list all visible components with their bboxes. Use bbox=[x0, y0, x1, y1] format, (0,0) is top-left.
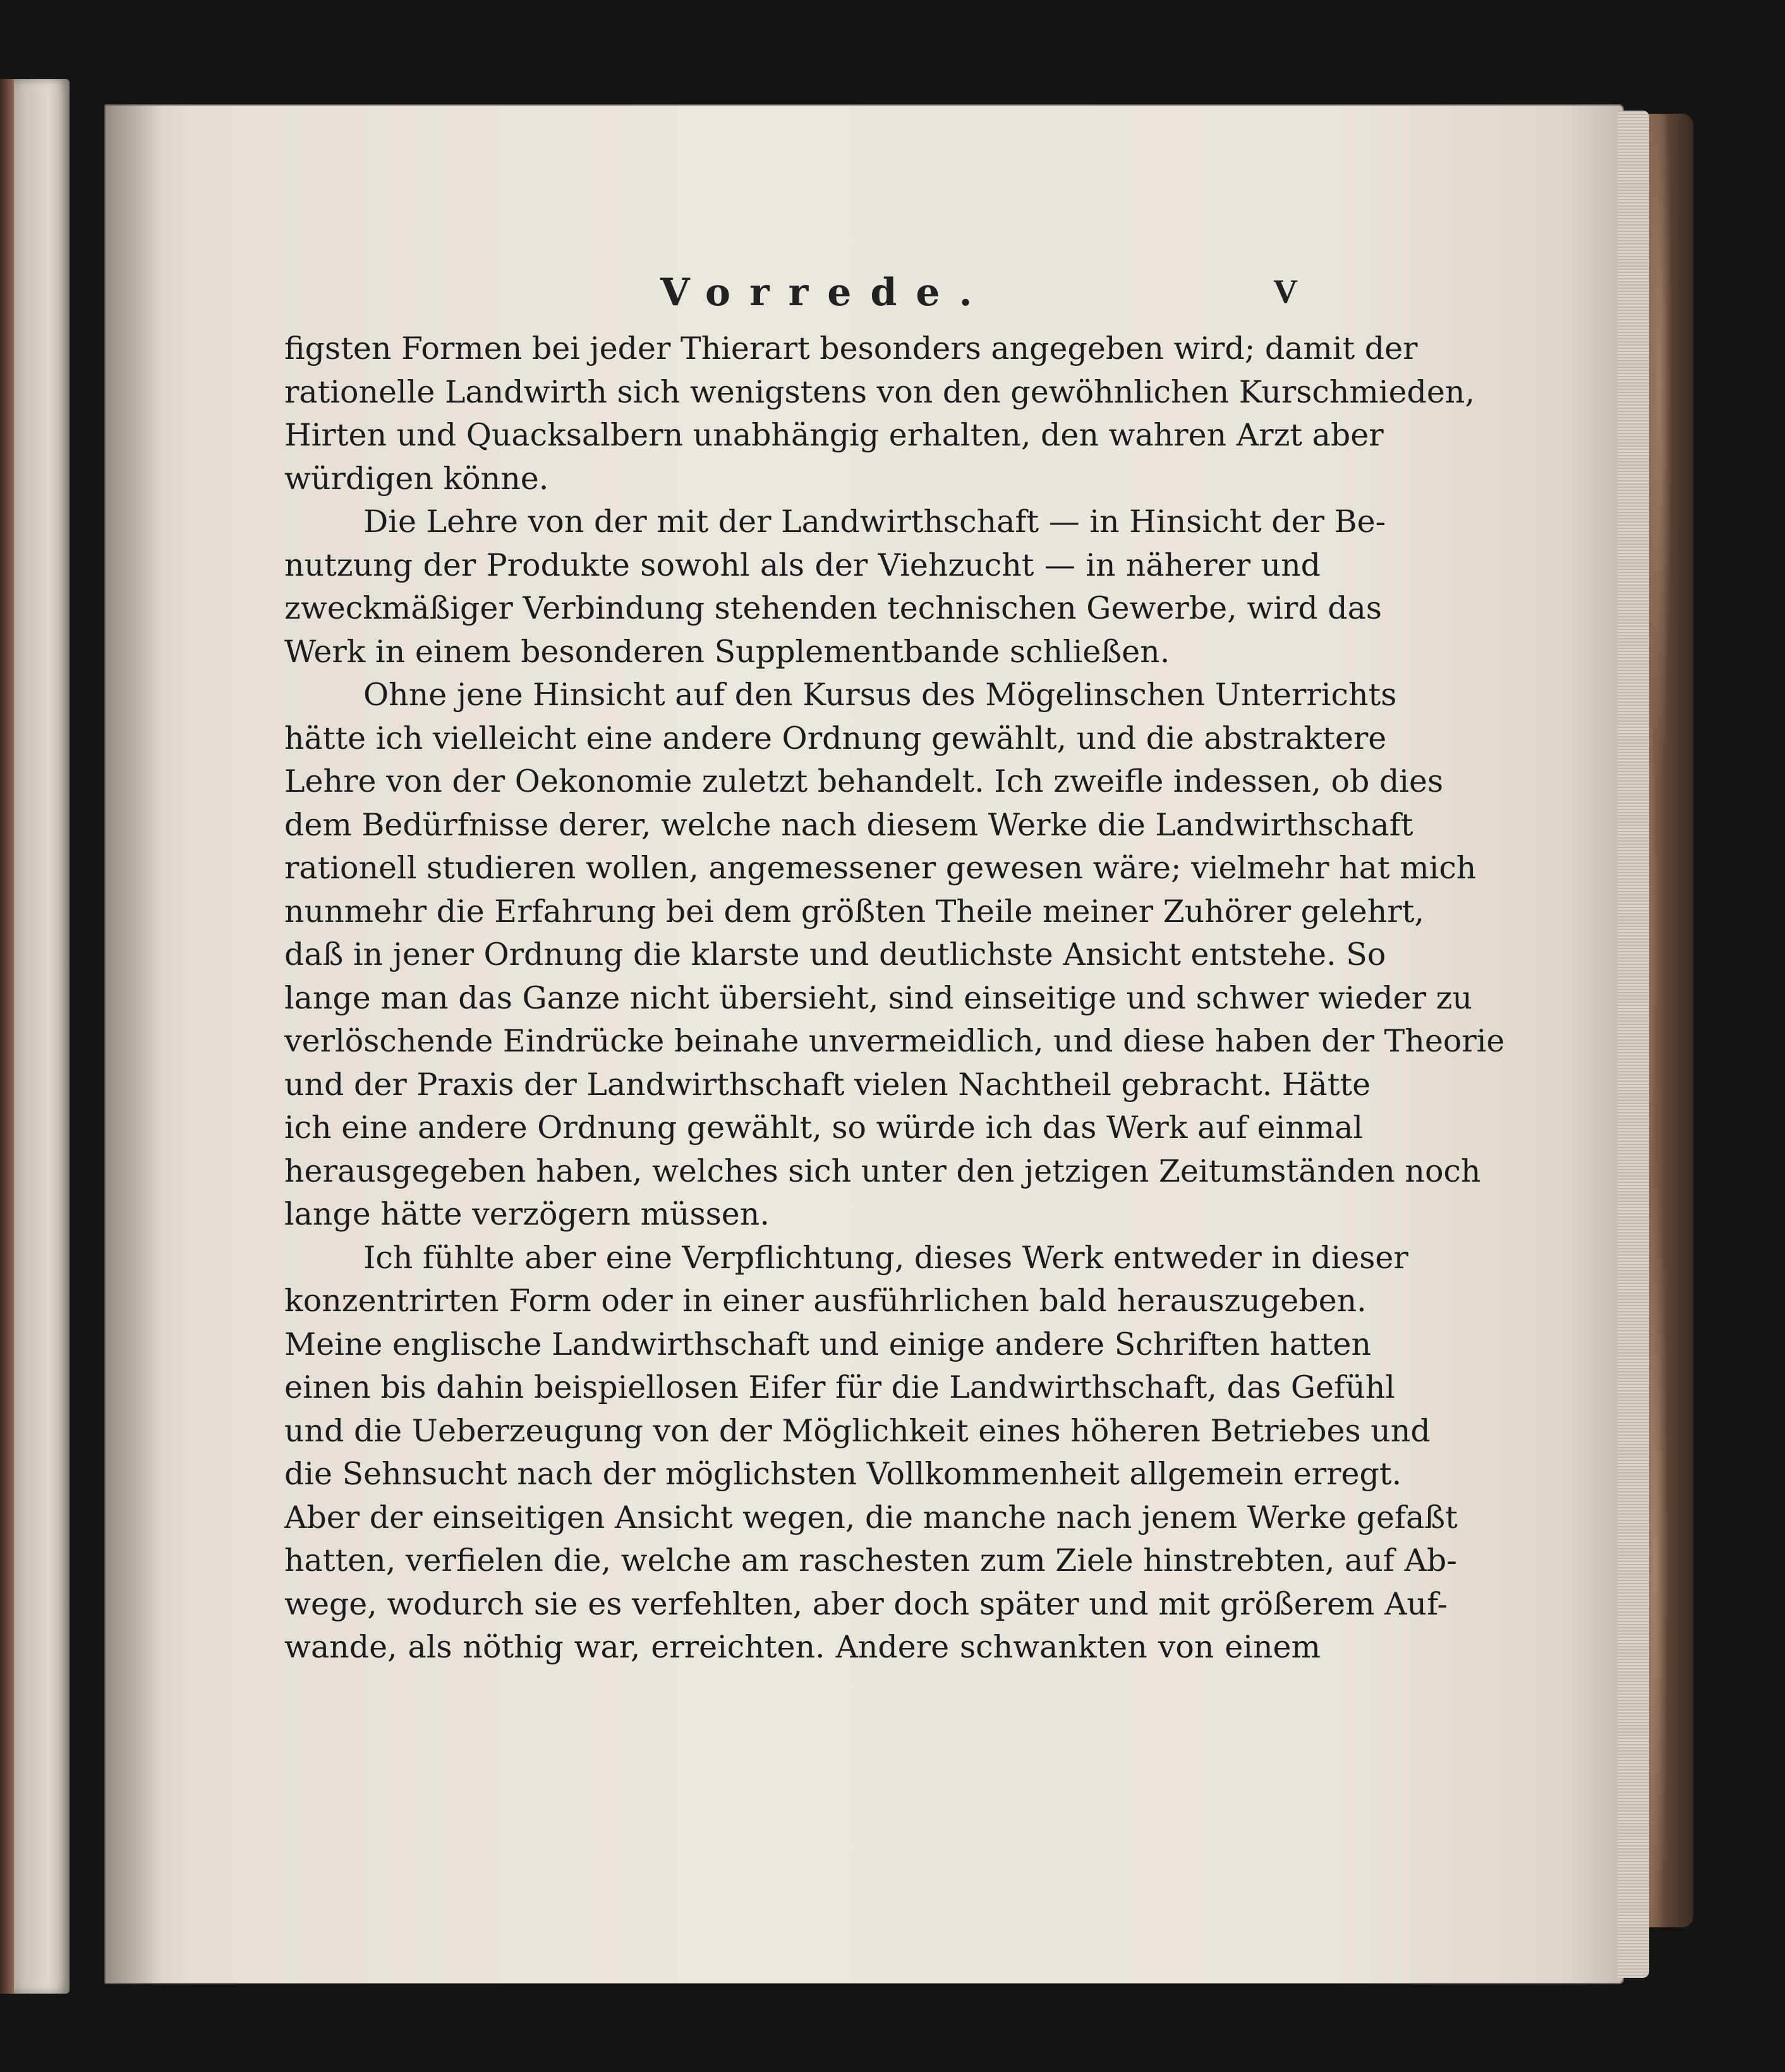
text-line: verlöschende Eindrücke beinahe unvermeidlich, und diese haben der Theorie bbox=[284, 1023, 1505, 1059]
text-line: Ich fühlte aber eine Verpflichtung, dieses Werk entweder in dieser bbox=[363, 1239, 1408, 1276]
page-stack-edge bbox=[1618, 111, 1649, 1978]
text-line: daß in jener Ordnung die klarste und deutlichste Ansicht entstehe. So bbox=[284, 936, 1386, 972]
text-line: einen bis dahin beispiellosen Eifer für die Landwirthschaft, das Gefühl bbox=[284, 1369, 1395, 1405]
text-line: rationell studieren wollen, angemessener gewesen wäre; vielmehr hat mich bbox=[284, 850, 1477, 886]
left-cover-edge bbox=[0, 79, 14, 1994]
left-page-edge bbox=[0, 79, 70, 1994]
text-line: würdigen könne. bbox=[284, 460, 549, 497]
text-line: dem Bedürfnisse derer, welche nach diesem Werke die Landwirthschaft bbox=[284, 806, 1413, 843]
text-line: nunmehr die Erfahrung bei dem größten Theile meiner Zuhörer gelehrt, bbox=[284, 893, 1424, 930]
text-line: herausgegeben haben, welches sich unter den jetzigen Zeitumständen noch bbox=[284, 1153, 1481, 1189]
text-line: Werk in einem besonderen Supplementbande schließen. bbox=[284, 633, 1170, 670]
body-text bbox=[284, 327, 1505, 1669]
text-line: hatten, verfielen die, welche am raschesten zum Ziele hinstrebten, auf Ab- bbox=[284, 1542, 1457, 1578]
text-line: und die Ueberzeugung von der Möglichkeit eines höheren Betriebes und bbox=[284, 1412, 1431, 1449]
text-line: Ohne jene Hinsicht auf den Kursus des Mögelinschen Unterrichts bbox=[363, 677, 1397, 713]
text-line: und der Praxis der Landwirthschaft vielen Nachtheil gebracht. Hätte bbox=[284, 1066, 1371, 1103]
text-line: lange hätte verzögern müssen. bbox=[284, 1196, 770, 1232]
text-line: lange man das Ganze nicht übersieht, sind einseitige und schwer wieder zu bbox=[284, 979, 1473, 1016]
running-header: Vorrede. bbox=[660, 270, 991, 315]
text-line: Meine englische Landwirthschaft und einige andere Schriften hatten bbox=[284, 1326, 1372, 1362]
text-line: ich eine andere Ordnung gewählt, so würde ich das Werk auf einmal bbox=[284, 1110, 1364, 1146]
text-line: Lehre von der Oekonomie zuletzt behandelt. Ich zweifle indessen, ob dies bbox=[284, 763, 1444, 799]
text-line: wege, wodurch sie es verfehlten, aber doch später und mit größerem Auf- bbox=[284, 1585, 1448, 1622]
text-line: Aber der einseitigen Ansicht wegen, die manche nach jenem Werke gefaßt bbox=[284, 1499, 1458, 1536]
text-line: Die Lehre von der mit der Landwirthschaft — in Hinsicht der Be- bbox=[363, 504, 1386, 540]
gutter-shadow bbox=[104, 104, 161, 1984]
text-line: Hirten und Quacksalbern unabhängig erhalten, den wahren Arzt aber bbox=[284, 417, 1384, 453]
text-line: die Sehnsucht nach der möglichsten Vollkommenheit allgemein erregt. bbox=[284, 1456, 1402, 1492]
text-line: figsten Formen bei jeder Thierart besonders angegeben wird; damit der bbox=[284, 330, 1418, 367]
text-line: wande, als nöthig war, erreichten. Andere schwankten von einem bbox=[284, 1629, 1321, 1665]
text-line: zweckmäßiger Verbindung stehenden technischen Gewerbe, wird das bbox=[284, 590, 1383, 626]
text-line: rationelle Landwirth sich wenigstens von den gewöhnlichen Kurschmieden, bbox=[284, 373, 1475, 410]
text-line: hätte ich vielleicht eine andere Ordnung gewählt, und die abstraktere bbox=[284, 720, 1387, 756]
page-number: V bbox=[1273, 272, 1298, 310]
text-line: nutzung der Produkte sowohl als der Viehzucht — in näherer und bbox=[284, 547, 1321, 583]
text-line: konzentrirten Form oder in einer ausführlichen bald herauszugeben. bbox=[284, 1283, 1367, 1319]
